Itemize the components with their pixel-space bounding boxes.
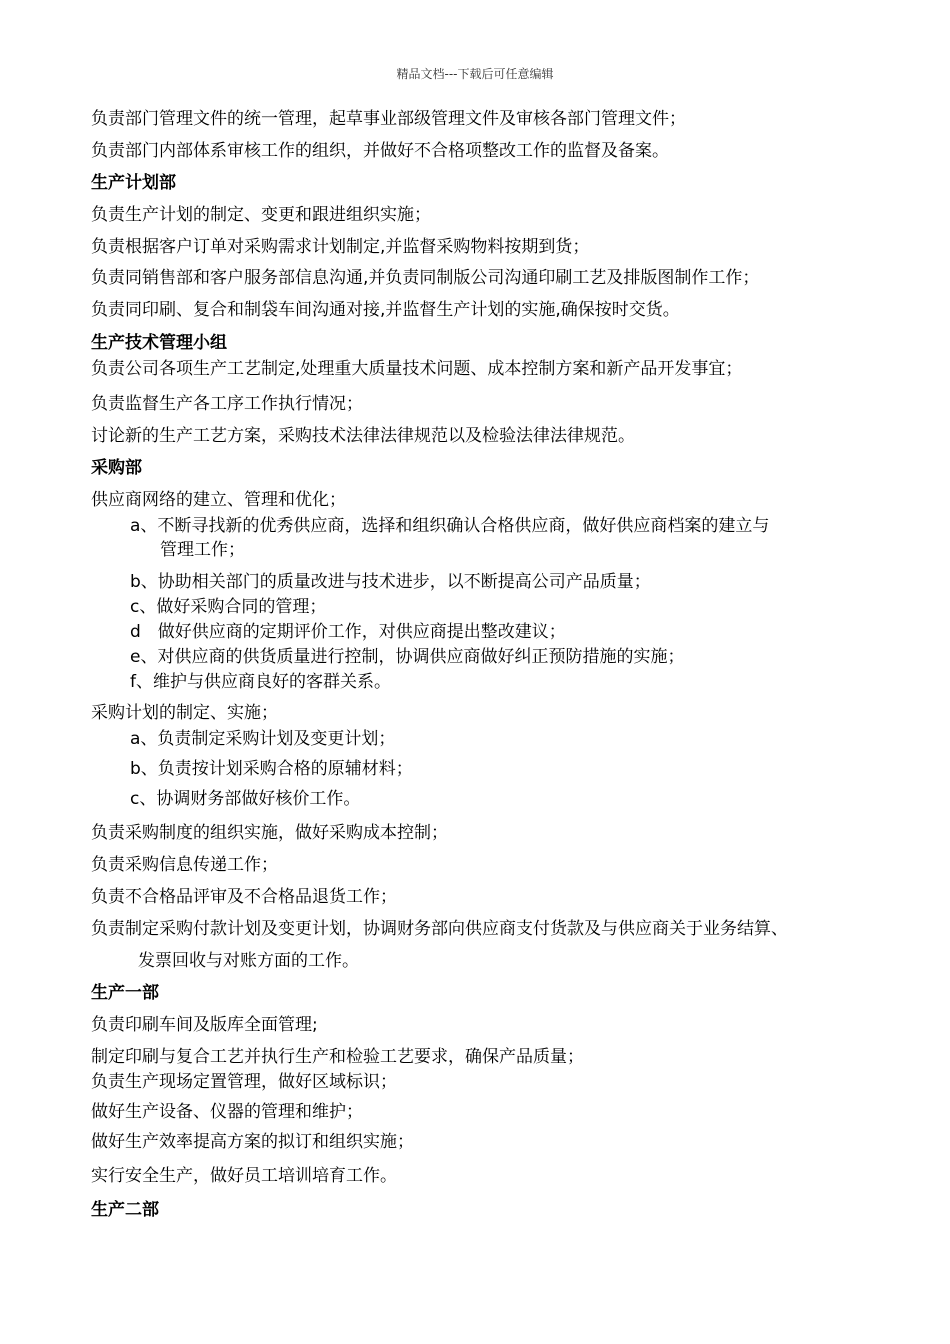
text-line: 讨论新的生产工艺方案，采购技术法律法律规范以及检验法律法律规范。	[91, 426, 635, 446]
list-item: c、做好采购合同的管理；	[130, 597, 327, 617]
text-line: 负责采购制度的组织实施，做好采购成本控制；	[91, 823, 448, 843]
text-line: 负责制定采购付款计划及变更计划，协调财务部向供应商支付货款及与供应商关于业务结算、	[91, 919, 788, 939]
text-line: 供应商网络的建立、管理和优化；	[91, 490, 346, 510]
list-item: c、协调财务部做好核价工作。	[130, 789, 361, 809]
text-line: 负责印刷车间及版库全面管理;	[91, 1015, 318, 1035]
text-line: 负责部门内部体系审核工作的组织，并做好不合格项整改工作的监督及备案。	[91, 141, 669, 161]
text-line: 负责不合格品评审及不合格品退货工作；	[91, 887, 397, 907]
text-line: 实行安全生产，做好员工培训培育工作。	[91, 1166, 397, 1186]
list-item: f、维护与供应商良好的客群关系。	[130, 672, 391, 692]
text-line: 负责同印刷、复合和制袋车间沟通对接,并监督生产计划的实施,确保按时交货。	[91, 300, 680, 320]
text-line: 负责采购信息传递工作；	[91, 855, 278, 875]
list-item: a、负责制定采购计划及变更计划；	[130, 729, 396, 749]
section-heading: 生产计划部	[91, 173, 176, 193]
list-item: b、负责按计划采购合格的原辅材料；	[130, 759, 413, 779]
text-line: 负责公司各项生产工艺制定,处理重大质量技术问题、成本控制方案和新产品开发事宜；	[91, 359, 743, 379]
text-line: 负责生产计划的制定、变更和跟进组织实施；	[91, 205, 431, 225]
list-item-continuation: 管理工作；	[160, 540, 245, 560]
text-line: 制定印刷与复合工艺并执行生产和检验工艺要求，确保产品质量；	[91, 1047, 584, 1067]
section-heading: 生产一部	[91, 983, 159, 1003]
text-line: 做好生产设备、仪器的管理和维护；	[91, 1102, 363, 1122]
text-line: 负责同销售部和客户服务部信息沟通,并负责同制版公司沟通印刷工艺及排版图制作工作；	[91, 268, 760, 288]
section-heading: 生产二部	[91, 1200, 159, 1220]
text-line: 做好生产效率提高方案的拟订和组织实施；	[91, 1132, 414, 1152]
text-line: 负责根据客户订单对采购需求计划制定,并监督采购物料按期到货；	[91, 237, 590, 257]
section-heading: 采购部	[91, 458, 142, 478]
text-line-continuation: 发票回收与对账方面的工作。	[138, 951, 359, 971]
text-line: 采购计划的制定、实施；	[91, 703, 278, 723]
list-item: a、不断寻找新的优秀供应商，选择和组织确认合格供应商，做好供应商档案的建立与	[130, 516, 770, 536]
text-line: 负责生产现场定置管理，做好区域标识；	[91, 1072, 397, 1092]
list-item: b、协助相关部门的质量改进与技术进步，以不断提高公司产品质量；	[130, 572, 651, 592]
text-line: 负责部门管理文件的统一管理，起草事业部级管理文件及审核各部门管理文件；	[91, 109, 686, 129]
section-heading: 生产技术管理小组	[91, 333, 227, 353]
list-item: e、对供应商的供货质量进行控制，协调供应商做好纠正预防措施的实施；	[130, 647, 685, 667]
list-item: d 做好供应商的定期评价工作，对供应商提出整改建议；	[130, 622, 566, 642]
page-header: 精品文档---下载后可任意编辑	[396, 67, 554, 81]
text-line: 负责监督生产各工序工作执行情况；	[91, 394, 363, 414]
